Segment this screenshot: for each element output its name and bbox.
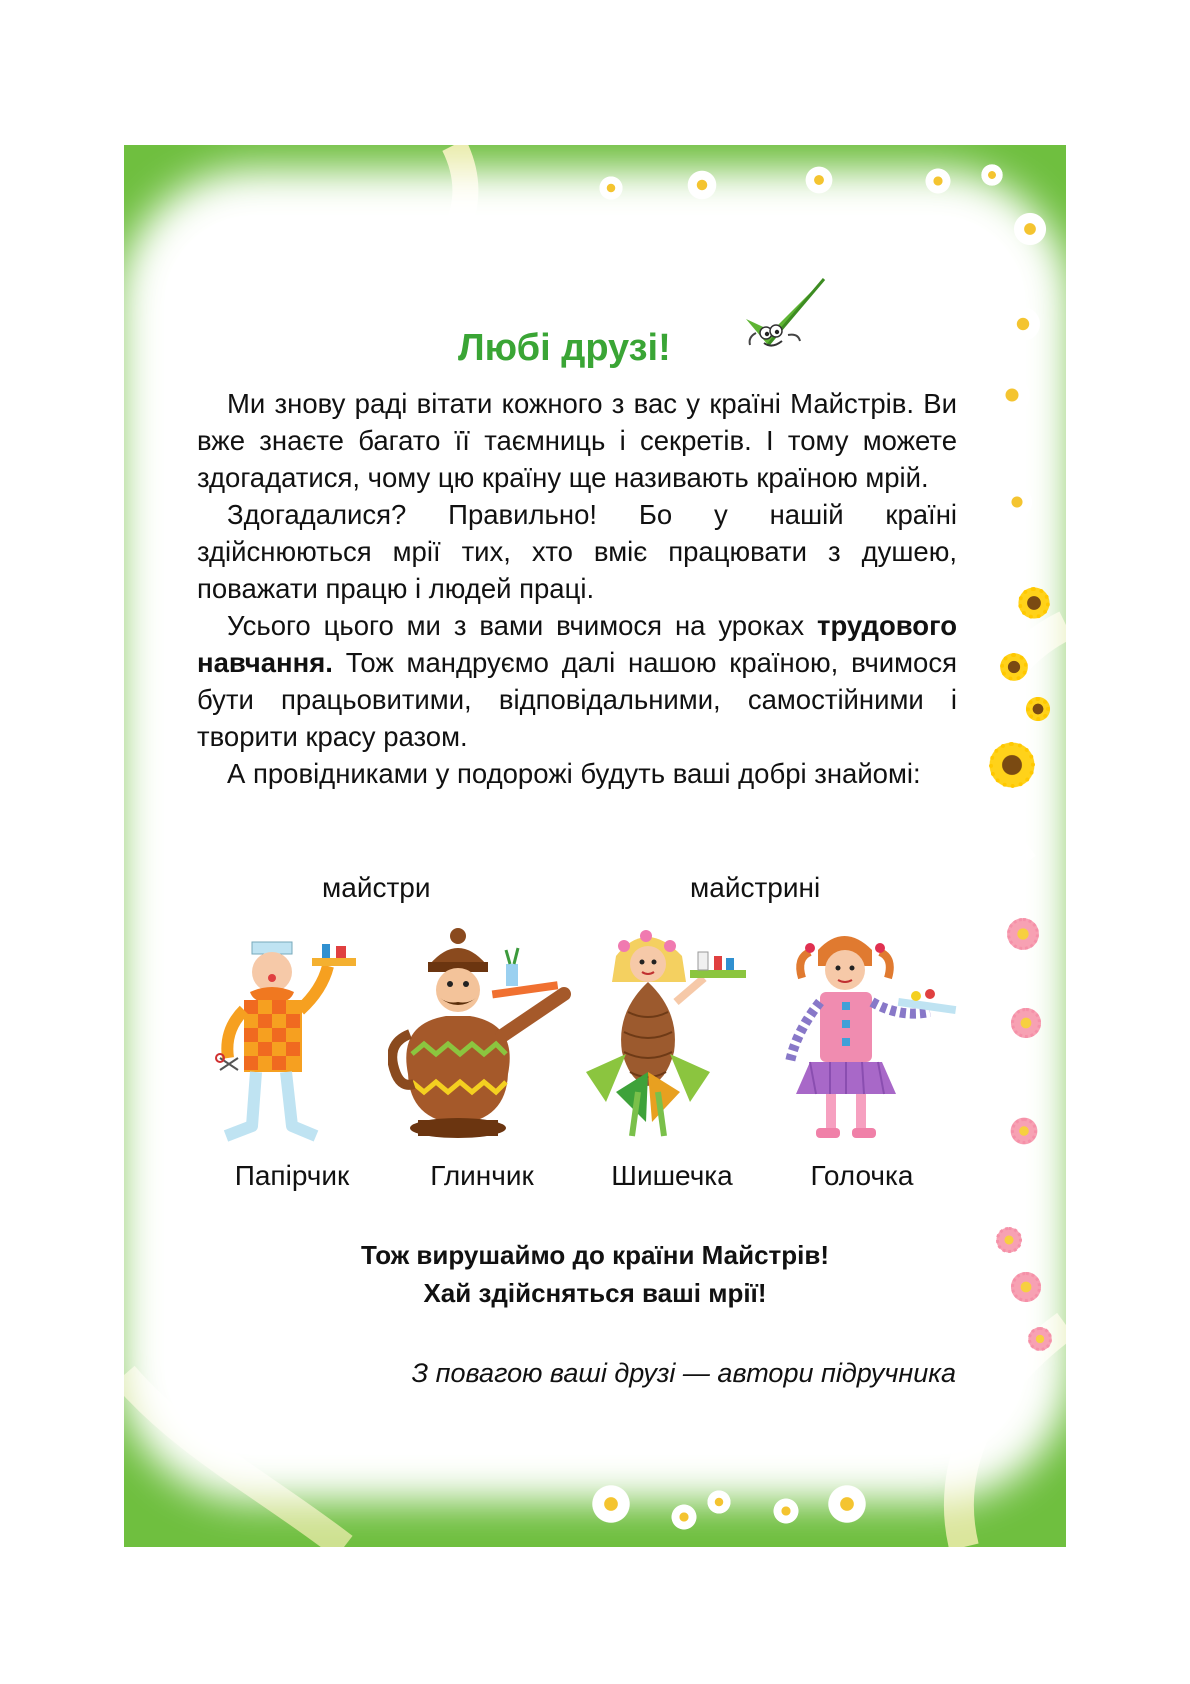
pink-flower-icon [1004, 915, 1042, 953]
checkmark-mascot-icon [742, 275, 828, 357]
daisy-icon [706, 1489, 732, 1515]
character-name-clayjug: Глинчик [430, 1160, 534, 1191]
paragraph-4: А провідниками у подорожі будуть ваші добрі знайомі: [227, 758, 921, 789]
pink-flower-icon [1008, 1115, 1040, 1147]
subject-name: трудового навчання. [197, 610, 957, 678]
daisy-icon [924, 167, 952, 195]
sunflower-icon [998, 651, 1030, 683]
daisy-icon [1004, 305, 1042, 343]
group-label-masteresses: майстрині [690, 872, 821, 903]
signature: З повагою ваші друзі — автори підручника [411, 1358, 956, 1388]
pink-flower-icon [1008, 1005, 1044, 1041]
page-title: Любі друзі! [458, 327, 671, 369]
paragraph-3-end: Тож мандруємо далі нашою країною, вчимося бути працьовитими, відповідальними, самостійними і творити красу разом. [197, 647, 957, 752]
daisy-icon [980, 163, 1004, 187]
closing-line-2: Хай здійсняться ваші мрії! [423, 1278, 767, 1308]
closing-line-1: Тож вирушаймо до країни Майстрів! [360, 1240, 830, 1270]
daisy-icon [1000, 485, 1034, 519]
character-name-needle: Голочка [810, 1160, 914, 1191]
paragraph-1: Ми знову раді вітати кожного з вас у країні Майстрів. Ви вже знаєте багато її таємниць і секретів. І тому можете здогадатися, чому цю країну ще називають країною мрій. [197, 388, 957, 493]
daisy-icon [772, 1497, 800, 1525]
daisy-icon [598, 175, 624, 201]
character-name-paperboy: Папірчик [234, 1160, 350, 1191]
daisy-icon [1012, 211, 1048, 247]
daisy-icon [670, 1503, 698, 1531]
group-label-masters: майстри [322, 872, 431, 903]
pink-flower-icon [1026, 1325, 1054, 1353]
daisy-icon [686, 169, 718, 201]
sunflower-icon [986, 739, 1038, 791]
paragraph-2: Здогадалися? Правильно! Бо у нашій країні здійснюються мрії тих, хто вміє працювати з душею, поважати працю і людей праці. [197, 499, 957, 604]
daisy-icon [590, 1483, 632, 1525]
intro-text [197, 385, 957, 792]
paragraph-3-start: Усього цього ми з вами вчимося на уроках [227, 610, 817, 641]
sunflower-icon [1016, 585, 1052, 621]
daisy-icon [992, 375, 1032, 415]
clay-jug-icon [388, 924, 578, 1148]
paper-boy-icon [212, 930, 392, 1146]
daisy-icon [804, 165, 834, 195]
paragraph-3 [197, 607, 957, 755]
sunflower-icon [1024, 695, 1052, 723]
needle-girl-icon [780, 922, 970, 1148]
daisy-icon [826, 1483, 868, 1525]
pinecone-girl-icon [586, 922, 766, 1148]
character-name-pinecone: Шишечка [611, 1160, 733, 1191]
